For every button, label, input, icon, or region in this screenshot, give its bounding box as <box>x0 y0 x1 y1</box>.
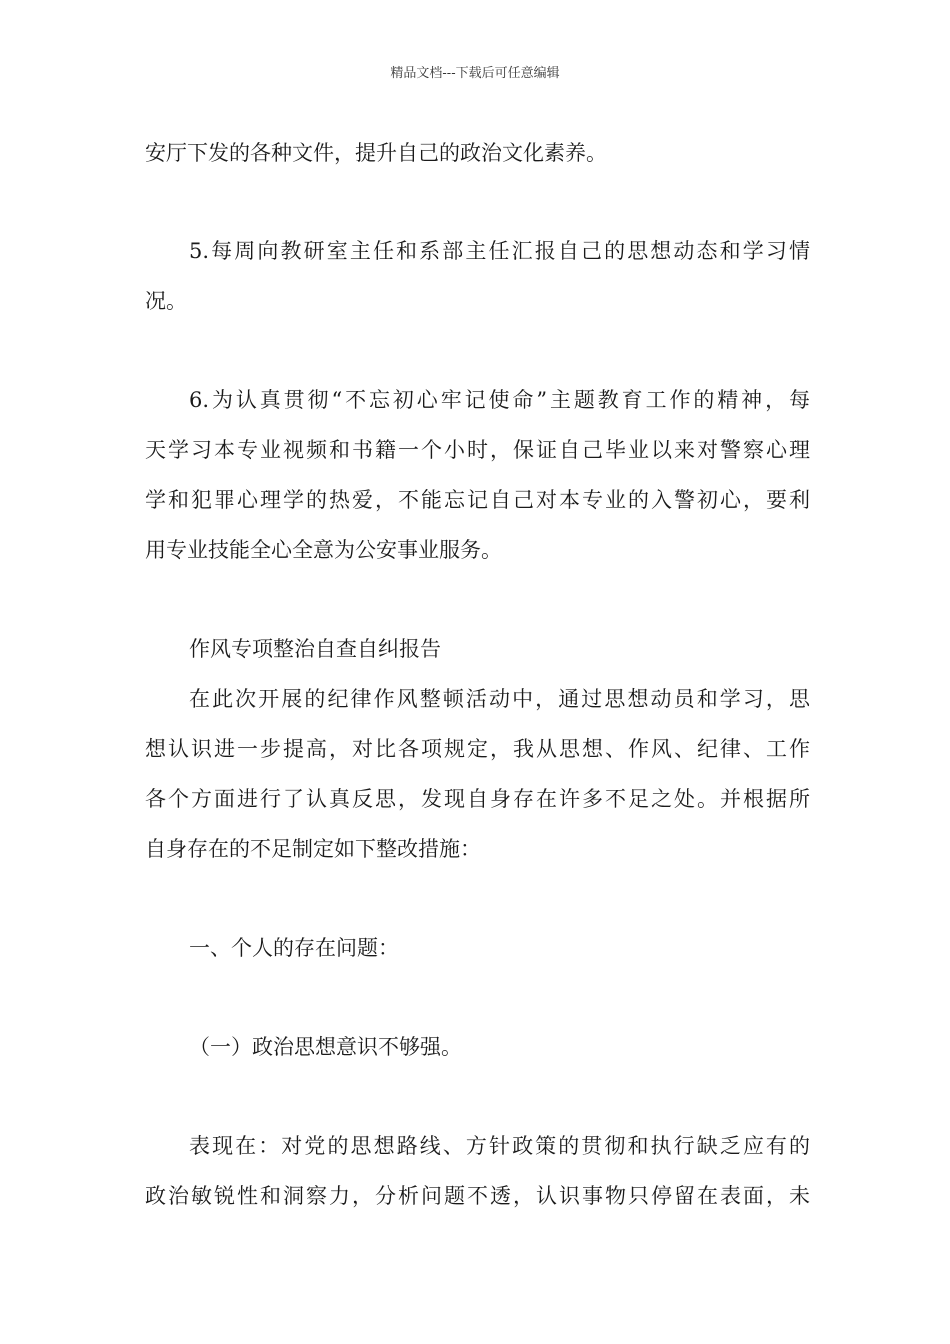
page-header: 精品文档---下载后可任意编辑 <box>390 66 560 81</box>
text-line: 天学习本专业视频和书籍一个小时，保证自己毕业以来对警察心理 <box>145 438 810 462</box>
text-line: 用专业技能全心全意为公安事业服务。 <box>145 538 502 562</box>
text-line: 在此次开展的纪律作风整顿活动中，通过思想动员和学习，思 <box>189 687 810 711</box>
text-line: 各个方面进行了认真反思，发现自身存在许多不足之处。并根据所 <box>145 787 810 811</box>
text-line: 自身存在的不足制定如下整改措施： <box>145 837 481 861</box>
subheading-line: （一）政治思想意识不够强。 <box>189 1035 462 1059</box>
text-line: 5.每周向教研室主任和系部主任汇报自己的思想动态和学习情 <box>189 239 810 263</box>
text-line: 况。 <box>145 289 187 313</box>
text-line: 学和犯罪心理学的热爱，不能忘记自己对本专业的入警初心，要利 <box>145 488 810 512</box>
text-line: 6.为认真贯彻“不忘初心牢记使命”主题教育工作的精神，每 <box>189 388 810 412</box>
text-line: 想认识进一步提高，对比各项规定，我从思想、作风、纪律、工作 <box>145 737 810 761</box>
heading-line: 一、个人的存在问题： <box>189 936 399 960</box>
text-line: 安厅下发的各种文件，提升自己的政治文化素养。 <box>145 141 607 165</box>
text-line: 政治敏锐性和洞察力，分析问题不透，认识事物只停留在表面，未 <box>145 1184 810 1208</box>
text-line: 表现在：对党的思想路线、方针政策的贯彻和执行缺乏应有的 <box>189 1134 810 1158</box>
section-title: 作风专项整治自查自纠报告 <box>189 637 441 661</box>
